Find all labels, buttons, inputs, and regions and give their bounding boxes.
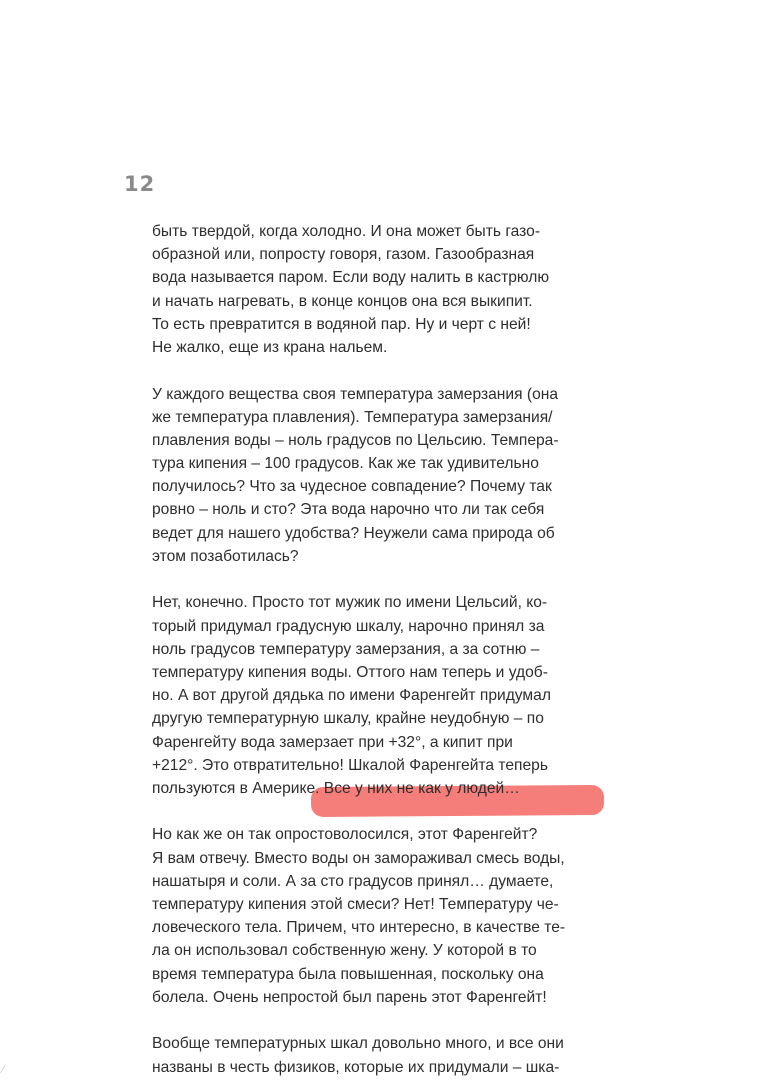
- text-line: плавления воды – ноль градусов по Цельсию. Темпера-: [152, 431, 559, 449]
- text-line: Не жалко, еще из крана нальем.: [152, 338, 388, 356]
- text-line: получилось? Что за чудесное совпадение? Почему так: [152, 478, 552, 496]
- text-line: же температура плавления). Температура замерзания/: [152, 408, 553, 426]
- text-line: ла он использовал собственную жену. У которой в то: [152, 942, 537, 960]
- text-line: время температура была повышенная, поскольку она: [152, 965, 544, 983]
- text-line: торый придумал градусную шкалу, нарочно принял за: [152, 617, 545, 635]
- text-line: Но как же он так опростоволосился, этот Фаренгейт?: [152, 826, 538, 844]
- paragraph-gap: [152, 568, 592, 591]
- text-line: +212°. Это отвратительно! Шкалой Фаренгейта теперь: [152, 756, 548, 774]
- text-line: ровно – ноль и сто? Эта вода нарочно что ли так себя: [152, 501, 545, 519]
- paragraph-3: [152, 591, 592, 800]
- body-text: [152, 220, 592, 1079]
- paragraph-gap: [152, 1009, 592, 1032]
- paragraph-1: [152, 220, 592, 359]
- text-line: названы в честь физиков, которые их придумали – шка-: [152, 1058, 560, 1076]
- text-line: температуру кипения воды. Оттого нам теперь и удоб-: [152, 663, 548, 681]
- text-line: другую температурную шкалу, крайне неудобную – по: [152, 710, 544, 728]
- text-line: Фаренгейту вода замерзает при +32°, а кипит при: [152, 733, 513, 751]
- text-line: ноль градусов температуру замерзания, а за сотню –: [152, 640, 540, 658]
- text-line: пользуются в Америке. Все у них не как у людей…: [152, 779, 520, 797]
- text-line: У каждого вещества своя температура замерзания (она: [152, 385, 559, 403]
- text-line: ловеческого тела. Причем, что интересно, в качестве те-: [152, 919, 566, 937]
- text-line: вода называется паром. Если воду налить в кастрюлю: [152, 269, 550, 287]
- paragraph-gap: [152, 800, 592, 823]
- text-line: образной или, попросту говоря, газом. Газообразная: [152, 246, 535, 264]
- text-line: болела. Очень непростой был парень этот Фаренгейт!: [152, 988, 547, 1006]
- paragraph-gap: [152, 359, 592, 382]
- text-line: ведет для нашего удобства? Неужели сама природа об: [152, 524, 555, 542]
- text-line: Нет, конечно. Просто тот мужик по имени Цельсий, ко-: [152, 594, 548, 612]
- text-line: но. А вот другой дядька по имени Фаренгейт придумал: [152, 687, 551, 705]
- text-line: этом позаботилась?: [152, 547, 299, 565]
- text-line: и начать нагревать, в конце концов она вся выкипит.: [152, 292, 533, 310]
- corner-mark: ⁄: [2, 1063, 4, 1076]
- paragraph-5: [152, 1032, 592, 1078]
- paragraph-2: [152, 383, 592, 569]
- text-line: То есть превратится в водяной пар. Ну и черт с ней!: [152, 315, 531, 333]
- text-line: тура кипения – 100 градусов. Как же так удивительно: [152, 455, 539, 473]
- paragraph-4: [152, 823, 592, 1009]
- text-line: нашатыря и соли. А за сто градусов принял… думаете,: [152, 872, 554, 890]
- text-line: Я вам отвечу. Вместо воды он замораживал смесь воды,: [152, 849, 565, 867]
- text-line: быть твердой, когда холодно. И она может быть газо-: [152, 223, 541, 240]
- text-line: Вообще температурных шкал довольно много, и все они: [152, 1035, 564, 1053]
- text-line: температуру кипения этой смеси? Нет! Температуру че-: [152, 896, 559, 914]
- page-number: 12: [124, 172, 156, 196]
